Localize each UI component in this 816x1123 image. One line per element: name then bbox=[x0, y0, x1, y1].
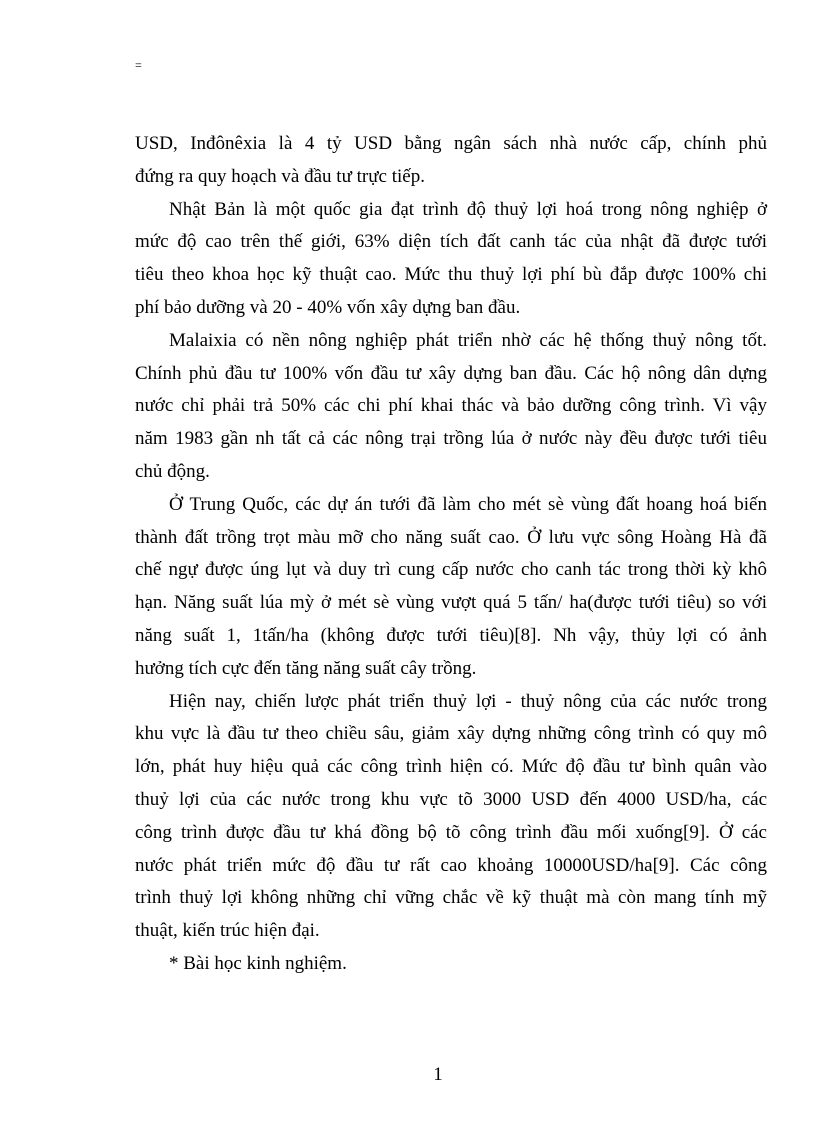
text-line: Chính phủ đầu tư 100% vốn đầu tư xây dựng ban đầu. Các hộ nông dân dựng bbox=[135, 362, 767, 384]
text-line: phí bảo dưỡng và 20 - 40% vốn xây dựng ban đầu. bbox=[135, 296, 521, 318]
text-line: hưởng tích cực đến tăng năng suất cây trồng. bbox=[135, 657, 477, 679]
text-line: năm 1983 gần nh tất cả các nông trại trồng lúa ở nước này đều được tưới tiêu bbox=[135, 428, 767, 450]
text-line: lớn, phát huy hiệu quả các công trình hiện có. Mức độ đầu tư bình quân vào bbox=[135, 756, 767, 778]
header-mark: = bbox=[135, 58, 142, 72]
page-number: 1 bbox=[433, 1064, 443, 1085]
body-text bbox=[135, 128, 767, 981]
text-line: mức độ cao trên thế giới, 63% diện tích đất canh tác của nhật đã được tưới bbox=[135, 231, 767, 253]
text-line: trình thuỷ lợi không những chỉ vững chắc về kỹ thuật mà còn mang tính mỹ bbox=[135, 887, 767, 909]
text-line: * Bài học kinh nghiệm. bbox=[169, 952, 347, 974]
text-line: thuỷ lợi của các nước trong khu vực tõ 3000 USD đến 4000 USD/ha, các bbox=[135, 788, 767, 810]
text-line: Hiện nay, chiến lược phát triển thuỷ lợi - thuỷ nông của các nước trong bbox=[169, 690, 767, 712]
text-line: Nhật Bản là một quốc gia đạt trình độ thuỷ lợi hoá trong nông nghiệp ở bbox=[169, 198, 767, 220]
text-line: chế ngự được úng lụt và duy trì cung cấp nước cho canh tác trong thời kỳ khô bbox=[135, 559, 767, 581]
text-line: thuật, kiến trúc hiện đại. bbox=[135, 920, 320, 942]
text-line: USD, Inđônêxia là 4 tỷ USD bằng ngân sách nhà nước cấp, chính phủ bbox=[135, 133, 767, 154]
text-line: khu vực là đầu tư theo chiều sâu, giảm xây dựng những công trình có quy mô bbox=[135, 723, 767, 745]
text-line: công trình được đầu tư khá đồng bộ tõ công trình đầu mối xuống[9]. Ở các bbox=[135, 821, 767, 843]
text-line: thành đất trồng trọt màu mỡ cho năng suất cao. Ở lưu vực sông Hoàng Hà đã bbox=[135, 526, 767, 548]
text-line: nước chỉ phải trả 50% các chi phí khai thác và bảo dưỡng công trình. Vì vậy bbox=[135, 395, 767, 417]
text-line: tiêu theo khoa học kỹ thuật cao. Mức thu thuỷ lợi phí bù đắp được 100% chi bbox=[135, 264, 767, 286]
text-line: hạn. Năng suất lúa mỳ ở mét sè vùng vượt quá 5 tấn/ ha(được tưới tiêu) so với bbox=[135, 592, 767, 614]
text-line: nước phát triển mức độ đầu tư rất cao khoảng 10000USD/ha[9]. Các công bbox=[135, 854, 767, 876]
text-line: Ở Trung Quốc, các dự án tưới đã làm cho mét sè vùng đất hoang hoá biến bbox=[169, 493, 767, 515]
text-line: chủ động. bbox=[135, 460, 210, 482]
text-line: năng suất 1, 1tấn/ha (không được tưới tiêu)[8]. Nh vậy, thủy lợi có ảnh bbox=[135, 624, 767, 646]
text-line: đứng ra quy hoạch và đầu tư trực tiếp. bbox=[135, 165, 425, 187]
text-line: Malaixia có nền nông nghiệp phát triển nhờ các hệ thống thuỷ nông tốt. bbox=[169, 329, 767, 351]
